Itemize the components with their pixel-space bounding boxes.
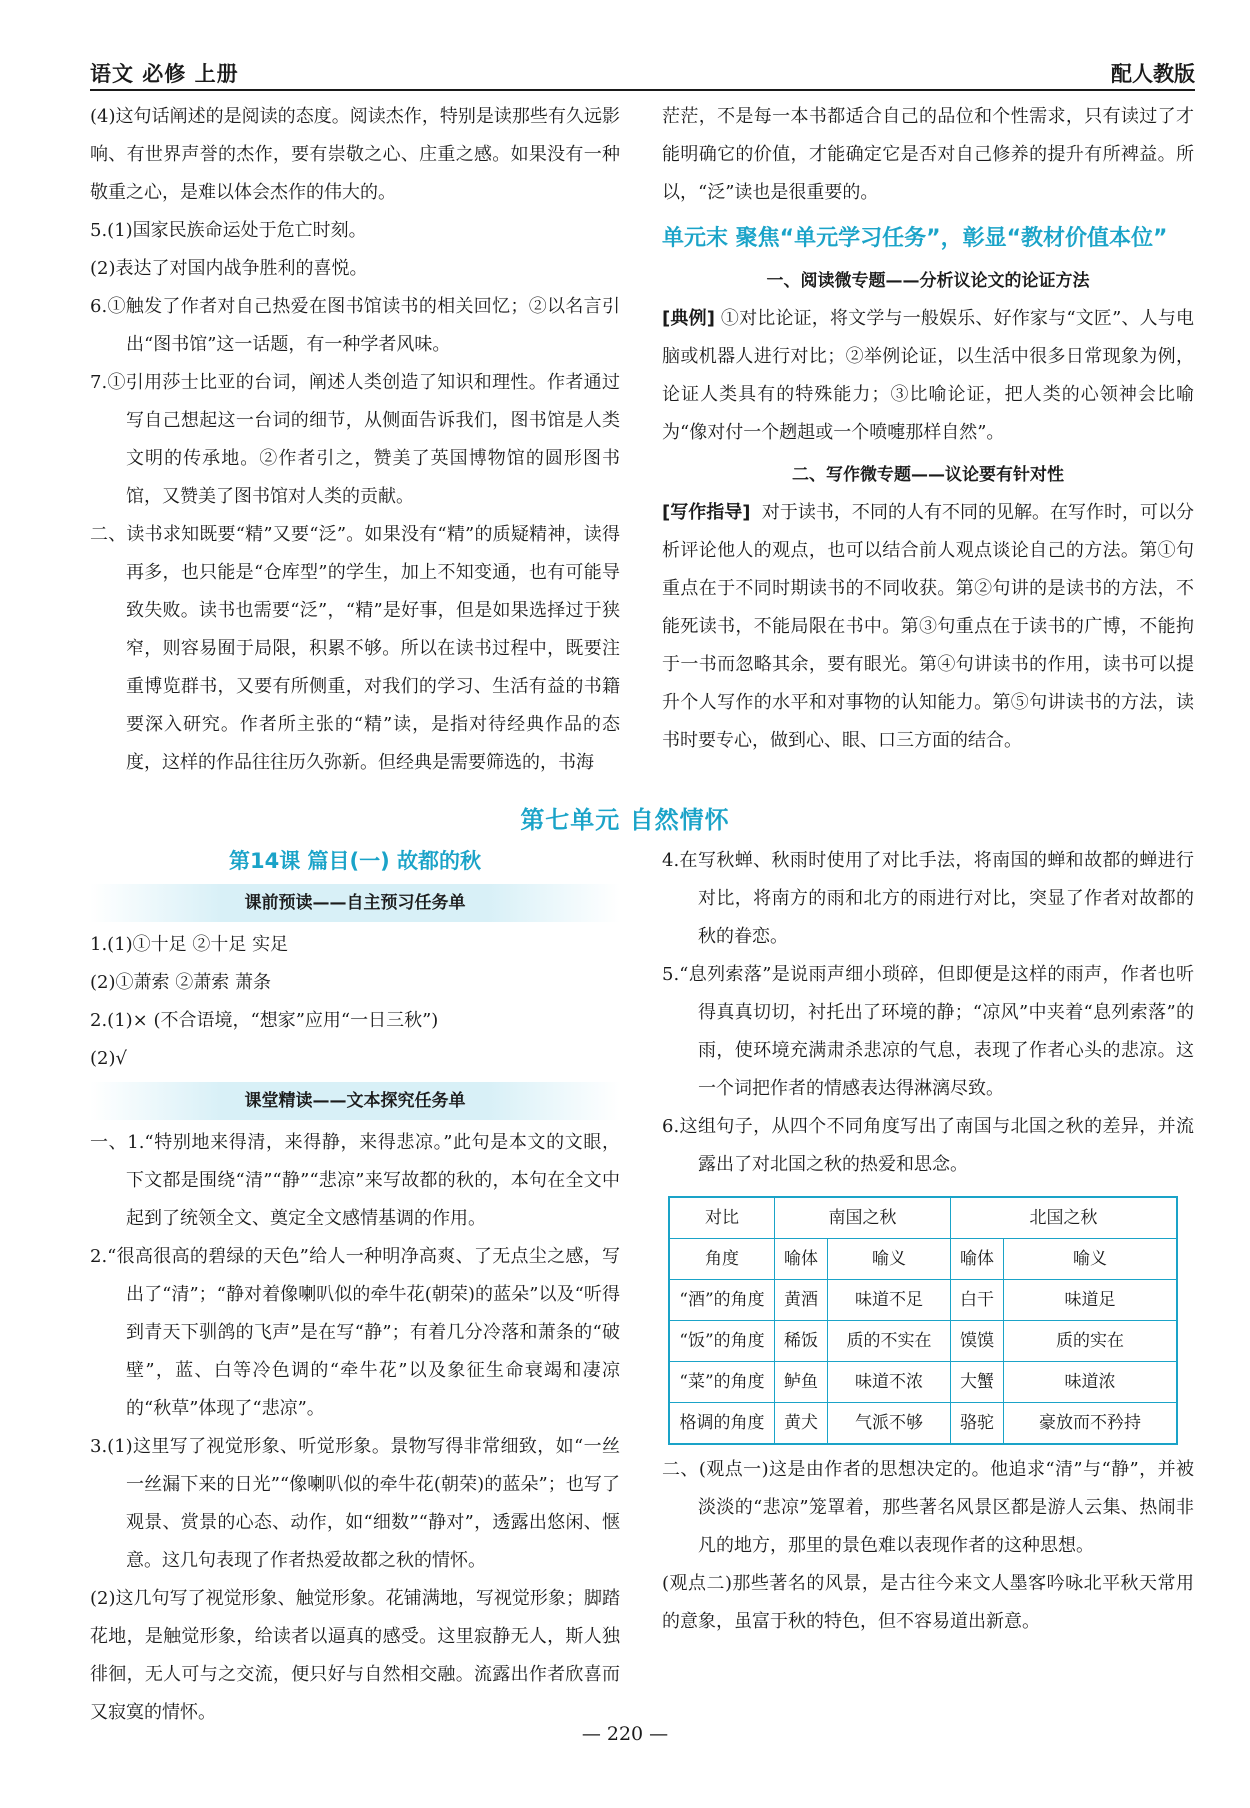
page-header (90, 58, 1195, 88)
table-row (669, 1321, 1177, 1362)
discussion-paragraph: 二、(观点一)这是由作者的思想决定的。他追求“清”与“静”，并被淡淡的“悲凉”笼罩着，那些著名风景区都是游人云集、热闹非凡的地方，那里的景色难以表现作者的这种思想。 (662, 1459, 1194, 1556)
discussion-paragraph: (观点二)那些著名的风景，是古往今来文人墨客吟咏北平秋天常用的意象，虽富于秋的特色，但不容易道出新意。 (662, 1573, 1194, 1632)
preview-paragraph: 2.(1)× (不合语境，“想家”应用“一日三秋”) (90, 1010, 439, 1031)
table-cell: 馍馍 (951, 1321, 1004, 1362)
answer-paragraph: 4.在写秋蝉、秋雨时使用了对比手法，将南国的蝉和故都的蝉进行对比，将南方的雨和北方的雨进行对比，突显了作者对故都的秋的眷恋。 (662, 850, 1194, 947)
table-cell: “菜”的角度 (669, 1362, 775, 1403)
right-column-top (662, 98, 1194, 760)
preview-paragraph: (2)√ (90, 1048, 127, 1069)
answer-paragraph: 5.“息列索落”是说雨声细小琐碎，但即便是这样的雨声，作者也听得真真切切，衬托出了环境的静；“凉风”中夹着“息列索落”的雨，使环境充满肃杀悲凉的气息，表现了作者心头的悲凉。这一个词把作者的情感表达得淋漓尽致。 (662, 964, 1194, 1099)
answers-discussion (662, 1451, 1194, 1641)
example-paragraph (662, 300, 1194, 452)
reading-topic-title: 一、阅读微专题——分析议论文的论证方法 (766, 271, 1090, 291)
header-rule (90, 89, 1195, 91)
table-body (669, 1280, 1177, 1445)
table-cell: 味道不足 (828, 1280, 951, 1321)
example-text: ①对比论证，将文学与一般娱乐、好作家与“文匠”、人与电脑或机器人进行对比；②举例论证，以生活中很多日常现象为例，论证人类具有的特殊能力；③比喻论证，把人类的心领神会比喻为“像对付一个趔趄或一个喷嚏那样自然”。 (662, 308, 1194, 443)
writing-guide-text: 对于读书，不同的人有不同的见解。在写作时，可以分析评论他人的观点，也可以结合前人观点谈论自己的方法。第①句重点在于不同时期读书的不同收获。第②句讲的是读书的方法，不能死读书，不能局限在书中。第③句重点在于读书的广博，不能拘于一书而忽略其余，要有眼光。第④句讲读书的作用，读书可以提升个人写作的水平和对事物的认知能力。第⑤句讲读书的方法，读书时要专心，做到心、眼、口三方面的结合。 (662, 502, 1194, 751)
writing-topic-title: 二、写作微专题——议论要有针对性 (792, 465, 1064, 485)
edition-label: 配人教版 (1111, 62, 1195, 86)
table-cell: 白干 (951, 1280, 1004, 1321)
table-cell: “饭”的角度 (669, 1321, 775, 1362)
header-north-meaning: 喻义 (1004, 1239, 1178, 1280)
table-cell: 质的不实在 (828, 1321, 951, 1362)
book-title: 语文 必修 上册 (90, 62, 239, 86)
table-cell: 味道足 (1004, 1280, 1178, 1321)
table-row (669, 1362, 1177, 1403)
comparison-table (668, 1196, 1178, 1445)
preview-answers (90, 926, 620, 1078)
table-cell: 味道浓 (1004, 1362, 1178, 1403)
writing-guide-tag: [写作指导] (662, 502, 751, 523)
reading-paragraph: 2.“很高很高的碧绿的天色”给人一种明净高爽、了无点尘之感，写出了“清”；“静对着像喇叭似的牵牛花(朝荣)的蓝朵”以及“听得到青天下驯鸽的飞声”是在写“静”；有着几分冷落和萧条的“破壁”，蓝、白等冷色调的“牵牛花”以及象征生命衰竭和凄凉的“秋草”体现了“悲凉”。 (90, 1246, 620, 1419)
preview-paragraph: (2)①萧索 ②萧索 萧条 (90, 972, 271, 993)
left-column-top (90, 98, 620, 782)
reading-section-band: 课堂精读——文本探究任务单 (90, 1082, 620, 1120)
answer-paragraph: 6.这组句子，从四个不同角度写出了南国与北国之秋的差异，并流露出了对北国之秋的热爱和思念。 (662, 1116, 1194, 1175)
table-cell: 格调的角度 (669, 1403, 775, 1445)
writing-guide-paragraph (662, 494, 1194, 760)
left-top-paragraph: 6.①触发了作者对自己热爱在图书馆读书的相关回忆；②以名言引出“图书馆”这一话题，有一种学者风味。 (90, 296, 620, 355)
left-top-paragraph: 二、读书求知既要“精”又要“泛”。如果没有“精”的质疑精神，读得再多，也只能是“仓库型”的学生，加上不知变通，也有可能导致失败。读书也需要“泛”，“精”是好事，但是如果选择过于狭窄，则容易囿于局限，积累不够。所以在读书过程中，既要注重博览群书，又要有所侧重，对我们的学习、生活有益的书籍要深入研究。作者所主张的“精”读，是指对待经典作品的态度，这样的作品往往历久弥新。但经典是需要筛选的，书海 (90, 524, 620, 773)
table-row (669, 1403, 1177, 1445)
left-top-paragraph: 7.①引用莎士比亚的台词，阐述人类创造了知识和理性。作者通过写自己想起这一台词的细节，从侧面告诉我们，图书馆是人类文明的传承地。②作者引之，赞美了英国博物馆的圆形图书馆，又赞美了图书馆对人类的贡献。 (90, 372, 620, 507)
table-row (669, 1280, 1177, 1321)
preview-section-band: 课前预读——自主预习任务单 (90, 884, 620, 922)
answers-4-6 (662, 842, 1194, 1184)
unit-end-title: 单元末 聚焦“单元学习任务”，彰显“教材价值本位” (662, 226, 1168, 251)
table-cell: 骆驼 (951, 1403, 1004, 1445)
reading-paragraph: 一、1.“特别地来得清，来得静，来得悲凉。”此句是本文的文眼，下文都是围绕“清”“静”“悲凉”来写故都的秋的，本句在全文中起到了统领全文、奠定全文感情基调的作用。 (90, 1132, 620, 1229)
table-cell: 大蟹 (951, 1362, 1004, 1403)
preview-paragraph: 1.(1)①十足 ②十足 实足 (90, 934, 289, 955)
left-top-paragraph: (4)这句话阐述的是阅读的态度。阅读杰作，特别是读那些有久远影响、有世界声誉的杰作，要有崇敬之心、庄重之感。如果没有一种敬重之心，是难以体会杰作的伟大的。 (90, 106, 620, 203)
header-angle: 角度 (669, 1239, 775, 1280)
header-south: 南国之秋 (775, 1197, 951, 1239)
table-cell: 鲈鱼 (775, 1362, 828, 1403)
page-number: — 220 — (581, 1723, 669, 1745)
left-top-paragraph: 5.(1)国家民族命运处于危亡时刻。 (90, 220, 367, 241)
table-cell: 稀饭 (775, 1321, 828, 1362)
reading-answers (90, 1124, 620, 1732)
left-top-paragraph: (2)表达了对国内战争胜利的喜悦。 (90, 258, 368, 279)
table-cell: 黄犬 (775, 1403, 828, 1445)
lesson-title: 第14课 篇目(一) 故都的秋 (228, 849, 482, 873)
table-cell: 味道不浓 (828, 1362, 951, 1403)
example-tag: [典例] (662, 308, 715, 329)
table-cell: 豪放而不矜持 (1004, 1403, 1178, 1445)
header-south-vehicle: 喻体 (775, 1239, 828, 1280)
header-north-vehicle: 喻体 (951, 1239, 1004, 1280)
header-compare: 对比 (669, 1197, 775, 1239)
table-cell: “酒”的角度 (669, 1280, 775, 1321)
header-south-meaning: 喻义 (828, 1239, 951, 1280)
table-cell: 气派不够 (828, 1403, 951, 1445)
unit-title: 第七单元 自然情怀 (520, 806, 730, 834)
continued-paragraph: 茫茫，不是每一本书都适合自己的品位和个性需求，只有读过了才能明确它的价值，才能确定它是否对自己修养的提升有所裨益。所以，“泛”读也是很重要的。 (662, 106, 1194, 203)
left-column-bottom (90, 842, 620, 1732)
right-column-bottom (662, 842, 1194, 1641)
table-cell: 质的实在 (1004, 1321, 1178, 1362)
table-cell: 黄酒 (775, 1280, 828, 1321)
header-north: 北国之秋 (951, 1197, 1178, 1239)
reading-paragraph: (2)这几句写了视觉形象、触觉形象。花铺满地，写视觉形象；脚踏花地，是触觉形象，给读者以逼真的感受。这里寂静无人，斯人独徘徊，无人可与之交流，便只好与自然相交融。流露出作者欣喜而又寂寞的情怀。 (90, 1588, 620, 1723)
reading-paragraph: 3.(1)这里写了视觉形象、听觉形象。景物写得非常细致，如“一丝一丝漏下来的日光”“像喇叭似的牵牛花(朝荣)的蓝朵”；也写了观景、赏景的心态、动作，如“细数”“静对”，透露出悠闲、惬意。这几句表现了作者热爱故都之秋的情怀。 (90, 1436, 620, 1571)
